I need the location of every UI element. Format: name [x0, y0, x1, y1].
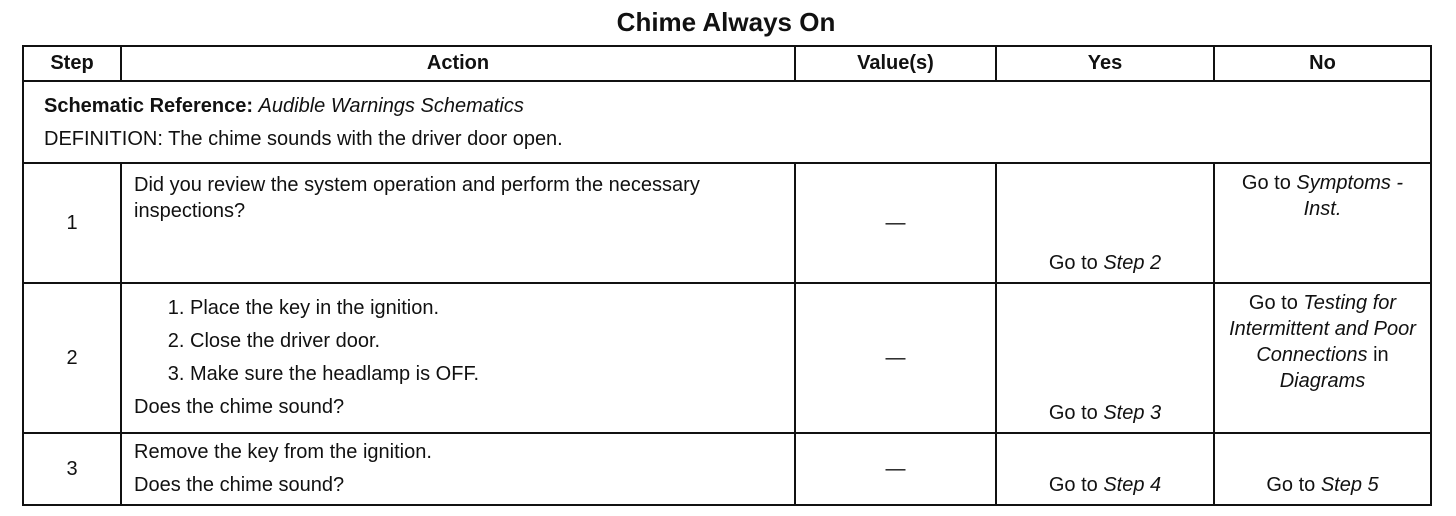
schematic-reference: [44, 90, 1410, 123]
no-link-secondary[interactable]: Diagrams: [1279, 370, 1366, 392]
table-row: [23, 163, 1431, 283]
page-title: Chime Always On: [616, 7, 836, 37]
header-row: [23, 46, 1431, 81]
no-link[interactable]: Testing for Intermittent and Poor Connections: [1229, 292, 1416, 366]
action-text: Remove the key from the ignition.: [134, 441, 432, 463]
header-step: Step: [23, 46, 121, 81]
no-prefix: Go to: [1266, 474, 1316, 496]
value-cell: —: [795, 283, 996, 433]
yes-link[interactable]: Step 3: [1103, 402, 1162, 424]
step-number: 1: [23, 163, 121, 283]
yes-prefix: Go to: [1048, 474, 1098, 496]
value-cell: —: [795, 433, 996, 505]
action-list-item: 3. Make sure the headlamp is OFF.: [190, 358, 782, 391]
action-text: Did you review the system operation and perform the necessary inspections?: [134, 174, 700, 222]
reference-cell: [23, 81, 1431, 163]
yes-cell: [996, 433, 1214, 505]
yes-cell: [996, 163, 1214, 283]
yes-prefix: Go to: [1048, 402, 1098, 424]
definition-text: DEFINITION: The chime sounds with the driver door open.: [44, 128, 563, 150]
table-row: [23, 433, 1431, 505]
action-cell: [121, 433, 795, 505]
step-number: 2: [23, 283, 121, 433]
step-number: 3: [23, 433, 121, 505]
yes-cell: [996, 283, 1214, 433]
header-action: Action: [121, 46, 795, 81]
diagnostic-table: [22, 45, 1432, 506]
yes-link[interactable]: Step 2: [1103, 252, 1162, 274]
no-prefix: Go to: [1248, 292, 1298, 314]
no-link[interactable]: Step 5: [1320, 474, 1379, 496]
schematic-reference-link[interactable]: Audible Warnings Schematics: [258, 95, 524, 117]
yes-prefix: Go to: [1048, 252, 1098, 274]
no-cell: [1214, 163, 1431, 283]
action-question: Does the chime sound?: [134, 474, 345, 496]
no-prefix: Go to: [1241, 172, 1291, 194]
yes-link[interactable]: Step 4: [1103, 474, 1162, 496]
action-cell: [121, 163, 795, 283]
reference-row: [23, 81, 1431, 163]
header-values: Value(s): [795, 46, 996, 81]
no-link[interactable]: Symptoms - Inst.: [1296, 172, 1404, 220]
action-question: Does the chime sound?: [134, 396, 345, 418]
action-list-item: 2. Close the driver door.: [190, 325, 782, 358]
header-no: No: [1214, 46, 1431, 81]
header-yes: Yes: [996, 46, 1214, 81]
value-cell: —: [795, 163, 996, 283]
no-suffix: in: [1373, 344, 1389, 366]
no-cell: [1214, 433, 1431, 505]
schematic-reference-label: Schematic Reference:: [44, 95, 253, 117]
no-cell: [1214, 283, 1431, 433]
action-list-item: 1. Place the key in the ignition.: [190, 292, 782, 325]
table-row: [23, 283, 1431, 433]
action-list: [134, 292, 782, 391]
action-cell: [121, 283, 795, 433]
